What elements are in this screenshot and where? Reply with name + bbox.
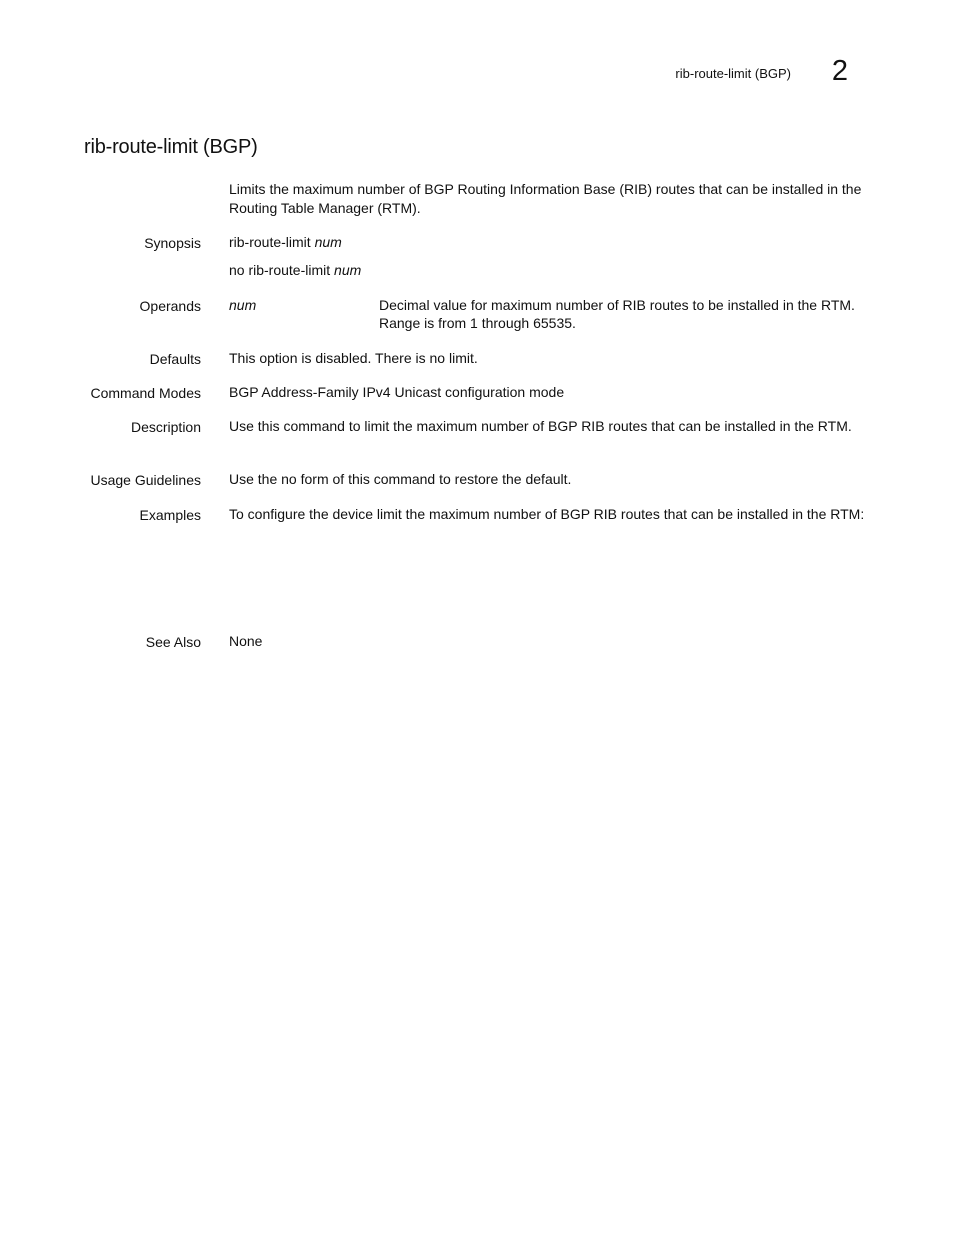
defaults-label: Defaults xyxy=(149,351,201,367)
see-also-label: See Also xyxy=(145,634,201,650)
defaults-text: This option is disabled. There is no limit. xyxy=(229,350,478,366)
usage-text-before: Use the xyxy=(229,471,282,487)
command-modes-text: BGP Address-Family IPv4 Unicast configuration mode xyxy=(229,384,565,400)
synopsis-line-1 xyxy=(229,233,874,252)
operands-label: Operands xyxy=(139,298,201,314)
synopsis-no-argument: num xyxy=(334,262,362,278)
command-modes-label: Command Modes xyxy=(90,385,201,401)
intro-text: Limits the maximum number of BGP Routing Information Base (RIB) routes that can be installed in the Routing Table Manager (RTM). xyxy=(229,181,862,216)
chapter-number: 2 xyxy=(831,55,849,87)
operand-description: Decimal value for maximum number of RIB routes to be installed in the RTM. Range is from 1 through 65535. xyxy=(379,297,855,331)
examples-label: Examples xyxy=(139,507,201,523)
usage-guidelines-label: Usage Guidelines xyxy=(90,472,201,488)
synopsis-label: Synopsis xyxy=(144,235,201,251)
usage-keyword: no xyxy=(281,471,297,487)
page-title: rib-route-limit (BGP) xyxy=(84,136,258,158)
synopsis-command: rib-route-limit xyxy=(229,234,311,250)
description-text: Use this command to limit the maximum number of BGP RIB routes that can be installed in the RTM. xyxy=(229,418,852,434)
description-label: Description xyxy=(130,419,201,435)
synopsis-argument: num xyxy=(314,234,342,250)
synopsis-no-command: no rib-route-limit xyxy=(229,262,331,278)
usage-text-after: form of this command to restore the default. xyxy=(296,471,572,487)
operand-name: num xyxy=(229,297,257,313)
usage-guidelines-text xyxy=(229,470,874,489)
see-also-text: None xyxy=(229,633,263,649)
examples-text: To configure the device limit the maximum number of BGP RIB routes that can be installed in the RTM: xyxy=(229,506,865,522)
synopsis-line-2 xyxy=(229,261,874,280)
running-header: rib-route-limit (BGP) xyxy=(675,66,791,81)
